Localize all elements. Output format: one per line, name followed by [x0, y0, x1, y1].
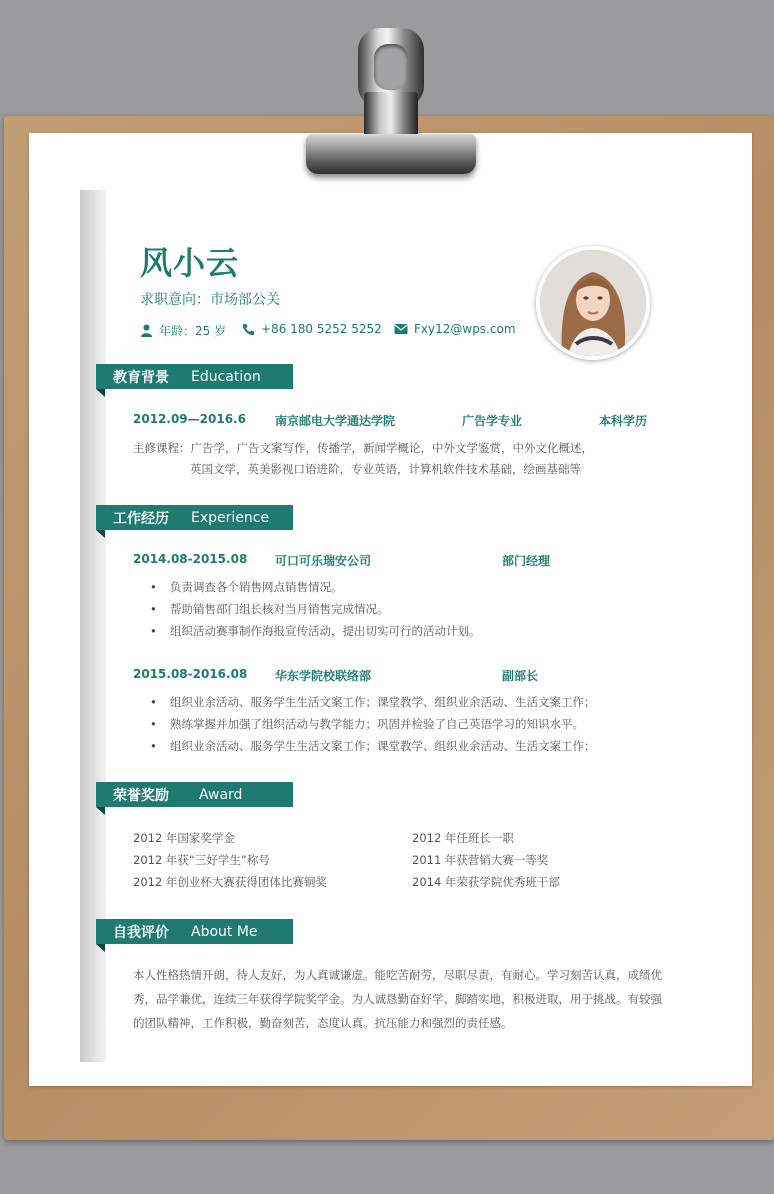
- section-header-education: [96, 364, 293, 389]
- job-company: 可口可乐瑞安公司: [275, 554, 372, 568]
- list-item: • 组织业余活动、服务学生生活文案工作；课堂教学、组织业余活动、生活文案工作；: [150, 735, 596, 757]
- section-title-cn: 工作经历: [113, 510, 169, 527]
- section-header-about: [96, 919, 293, 944]
- list-item: 2012 年任班长一职: [412, 831, 514, 845]
- phone-info: [242, 322, 382, 336]
- section-header-experience: [96, 505, 293, 530]
- award-list-right: [412, 827, 560, 893]
- list-item: • 负责调查各个销售网点销售情况。: [150, 576, 481, 598]
- education-courses-line2: 英国文学，英美影视口语进阶，专业英语，计算机软件技术基础，绘画基础等: [190, 462, 581, 476]
- list-item: 2011 年获营销大赛一等奖: [412, 853, 549, 867]
- education-courses-line1: 主修课程：广告学，广告文案写作，传播学，新闻学概论，中外文学鉴赏，中外文化概述，: [133, 441, 593, 455]
- list-item: • 组织活动赛事制作海报宣传活动，提出切实可行的活动计划。: [150, 620, 481, 642]
- list-item: • 熟练掌握并加强了组织活动与教学能力；巩固并检验了自己英语学习的知识水平。: [150, 713, 596, 735]
- job-role: 部门经理: [502, 554, 551, 568]
- section-title-en: Experience: [191, 509, 270, 526]
- list-item: 2012 年获“三好学生”称号: [133, 853, 270, 867]
- list-item: • 组织业余活动、服务学生生活文案工作；课堂教学、组织业余活动、生活文案工作；: [150, 691, 596, 713]
- phone-text[interactable]: +86 180 5252 5252: [261, 322, 382, 336]
- binder-clip-base: [306, 134, 476, 174]
- applicant-name: 风小云: [140, 244, 240, 282]
- self-evaluation-text: 本人性格热情开朗，待人友好，为人真诚谦虚。能吃苦耐劳，尽职尽责，有耐心。学习刻苦认真，成绩优秀，品学兼优，连续三年获得学院奖学金。为人诚恳勤奋好学、脚踏实地，积极进取，用于挑战。有较强的团队精神，工作积极，勤奋刻苦，态度认真。抗压能力和强烈的责任感。: [133, 968, 662, 1030]
- list-item: 2012 年国家奖学金: [133, 831, 235, 845]
- section-title-cn: 教育背景: [113, 369, 169, 386]
- user-icon: [140, 324, 153, 337]
- mail-icon: [394, 323, 408, 335]
- list-item: 2014 年荣获学院优秀班干部: [412, 875, 560, 889]
- phone-icon: [242, 323, 255, 336]
- job-period: 2014.08-2015.08: [133, 552, 248, 566]
- email-info: [394, 322, 516, 336]
- binder-clip-neck: [364, 92, 418, 138]
- age-info: [140, 322, 226, 339]
- section-title-cn: 自我评价: [113, 924, 169, 941]
- job-duties-list: [150, 691, 596, 757]
- education-school: 南京邮电大学通达学院: [275, 414, 396, 428]
- section-header-award: [96, 782, 293, 807]
- award-list-left: [133, 827, 327, 893]
- job-duties-list: [150, 576, 481, 642]
- education-period: 2012.09—2016.6: [133, 412, 246, 426]
- job-intent: 求职意向：市场部公关: [140, 292, 280, 308]
- job-role: 副部长: [502, 669, 539, 683]
- age-text: 年龄：25 岁: [159, 324, 227, 338]
- section-title-cn: 荣誉奖励: [113, 787, 169, 804]
- job-period: 2015.08-2016.08: [133, 667, 248, 681]
- profile-photo: [536, 246, 650, 360]
- section-title-en: Award: [199, 786, 243, 803]
- section-title-en: About Me: [191, 923, 258, 940]
- education-major: 广告学专业: [462, 414, 523, 428]
- section-title-en: Education: [191, 368, 261, 385]
- list-item: 2012 年创业杯大赛获得团体比赛铜奖: [133, 875, 327, 889]
- binder-clip-hole: [374, 44, 408, 90]
- list-item: • 帮助销售部门组长核对当月销售完成情况。: [150, 598, 481, 620]
- education-degree: 本科学历: [599, 414, 648, 428]
- job-company: 华东学院校联络部: [275, 669, 372, 683]
- email-text[interactable]: Fxy12@wps.com: [414, 322, 516, 336]
